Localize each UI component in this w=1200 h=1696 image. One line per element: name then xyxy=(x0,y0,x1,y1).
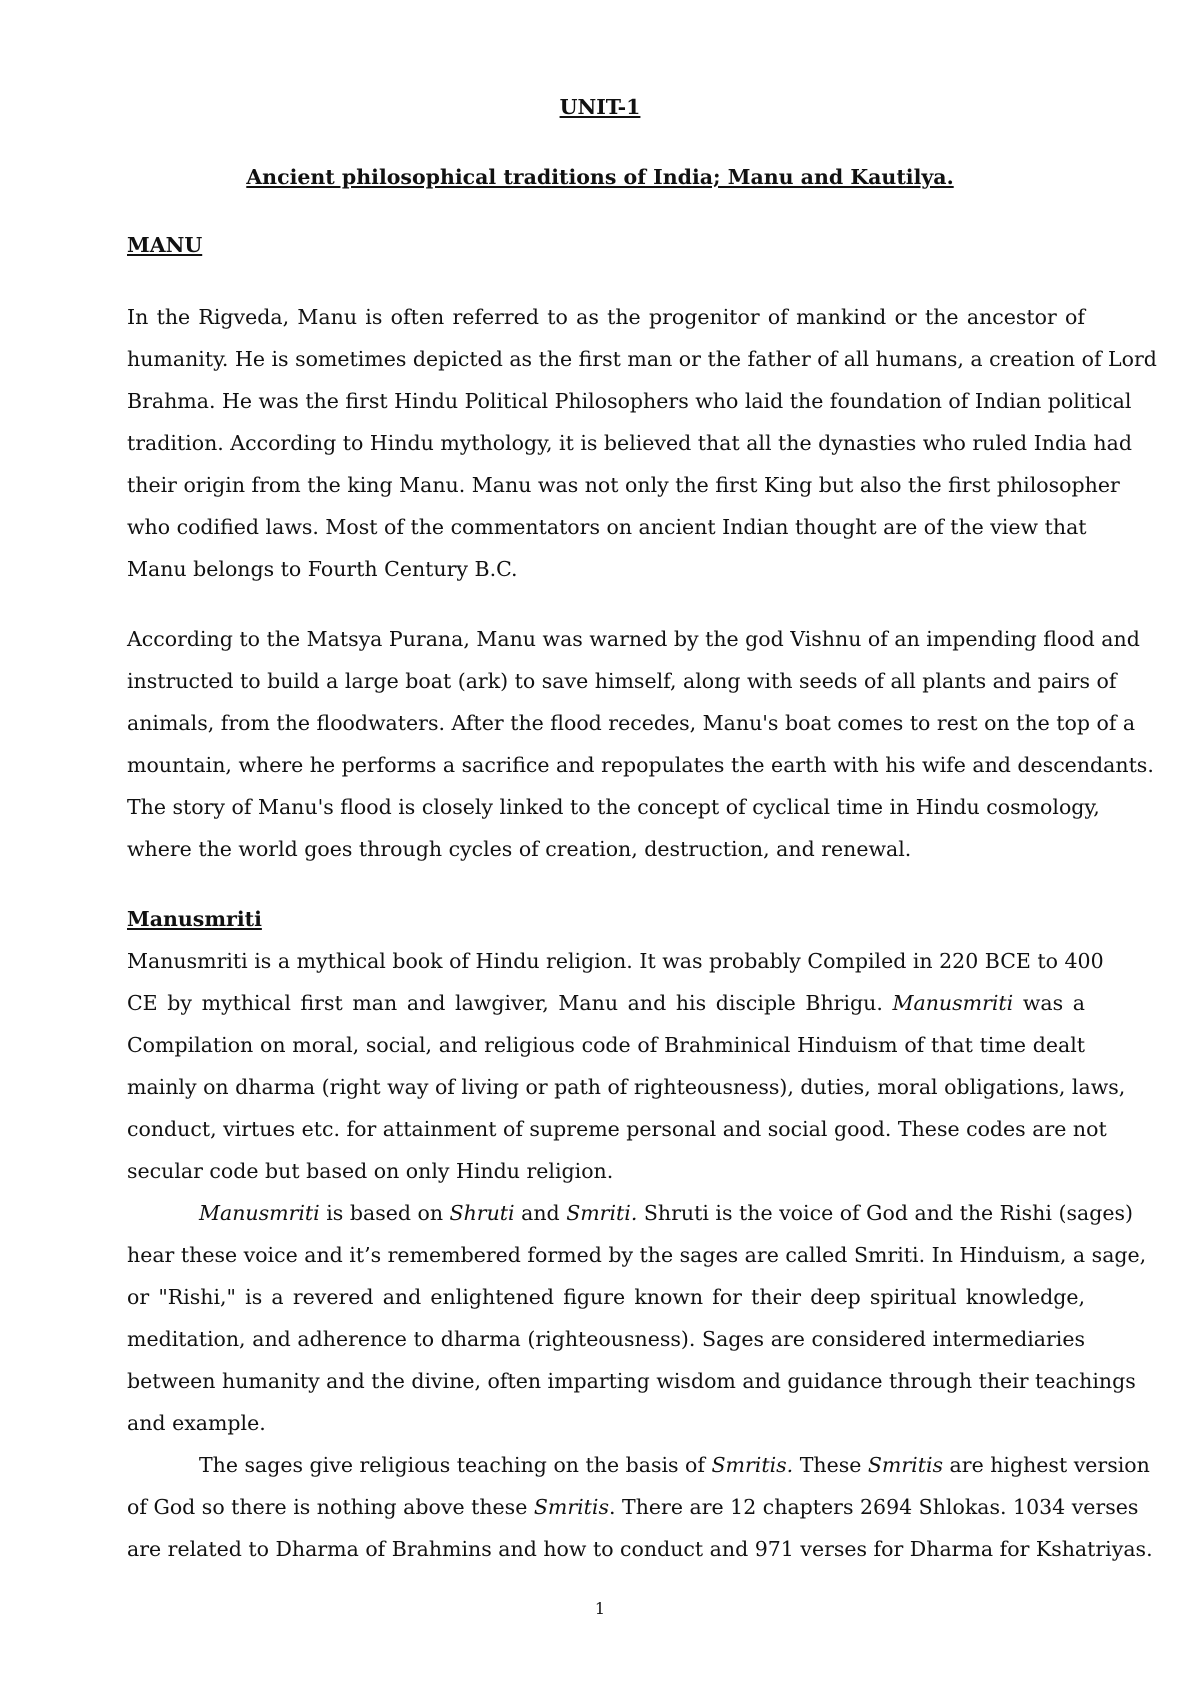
unit-title: UNIT-1 xyxy=(559,95,641,119)
para3-line: secular code but based on only Hindu religion. xyxy=(127,1159,614,1183)
para4-line: or "Rishi," is a revered and enlightened figure known for their deep spiritual knowledge, xyxy=(127,1285,1085,1309)
manusmriti-heading: Manusmriti xyxy=(127,907,262,931)
para2-line: animals, from the floodwaters. After the flood recedes, Manu's boat comes to rest on the top of a xyxy=(127,711,1136,735)
para5-line: of God so there is nothing above these Smritis. There are 12 chapters 2694 Shlokas. 1034 verses xyxy=(127,1495,1139,1519)
para1-line: In the Rigveda, Manu is often referred to as the progenitor of mankind or the ancestor of xyxy=(127,305,1085,329)
para1-line: their origin from the king Manu. Manu was not only the first King but also the first philosopher xyxy=(127,473,1120,497)
para2-line: The story of Manu's flood is closely linked to the concept of cyclical time in Hindu cosmology, xyxy=(127,795,1100,819)
para3-line: conduct, virtues etc. for attainment of supreme personal and social good. These codes are not xyxy=(127,1117,1107,1141)
page-number: 1 xyxy=(594,1599,606,1618)
manu-heading: MANU xyxy=(127,233,203,257)
para1-line: humanity. He is sometimes depicted as the first man or the father of all humans, a creation of Lord xyxy=(127,347,1157,371)
para5-line: The sages give religious teaching on the basis of Smritis. These Smritis are highest version xyxy=(199,1453,1150,1477)
para5-line: are related to Dharma of Brahmins and how to conduct and 971 verses for Dharma for Kshatriyas. xyxy=(127,1537,1153,1561)
para2-line: instructed to build a large boat (ark) to save himself, along with seeds of all plants and pairs of xyxy=(127,669,1117,693)
para1-line: who codified laws. Most of the commentators on ancient Indian thought are of the view that xyxy=(127,515,1087,539)
para4-line: hear these voice and it’s remembered formed by the sages are called Smriti. In Hinduism, a sage, xyxy=(127,1243,1147,1267)
para2-line: where the world goes through cycles of creation, destruction, and renewal. xyxy=(127,837,912,861)
para4-line: Manusmriti is based on Shruti and Smriti. Shruti is the voice of God and the Rishi (sages) xyxy=(199,1201,1133,1225)
para1-line: tradition. According to Hindu mythology, it is believed that all the dynasties who ruled India had xyxy=(127,431,1132,455)
para3-line: Manusmriti is a mythical book of Hindu religion. It was probably Compiled in 220 BCE to 400 xyxy=(127,949,1104,973)
para3-line: CE by mythical first man and lawgiver, Manu and his disciple Bhrigu. Manusmriti was a xyxy=(127,991,1085,1015)
para4-line: and example. xyxy=(127,1411,266,1435)
document-subtitle: Ancient philosophical traditions of India; Manu and Kautilya. xyxy=(246,165,954,189)
para2-line: mountain, where he performs a sacrifice and repopulates the earth with his wife and descendants. xyxy=(127,753,1154,777)
para2-line: According to the Matsya Purana, Manu was warned by the god Vishnu of an impending flood and xyxy=(127,627,1140,651)
para1-line: Brahma. He was the first Hindu Political Philosophers who laid the foundation of Indian political xyxy=(127,389,1132,413)
para1-line: Manu belongs to Fourth Century B.C. xyxy=(127,557,518,581)
para3-line: mainly on dharma (right way of living or path of righteousness), duties, moral obligations, laws, xyxy=(127,1075,1126,1099)
para3-line: Compilation on moral, social, and religious code of Brahminical Hinduism of that time dealt xyxy=(127,1033,1085,1057)
para4-line: meditation, and adherence to dharma (righteousness). Sages are considered intermediaries xyxy=(127,1327,1085,1351)
para4-line: between humanity and the divine, often imparting wisdom and guidance through their teachings xyxy=(127,1369,1136,1393)
